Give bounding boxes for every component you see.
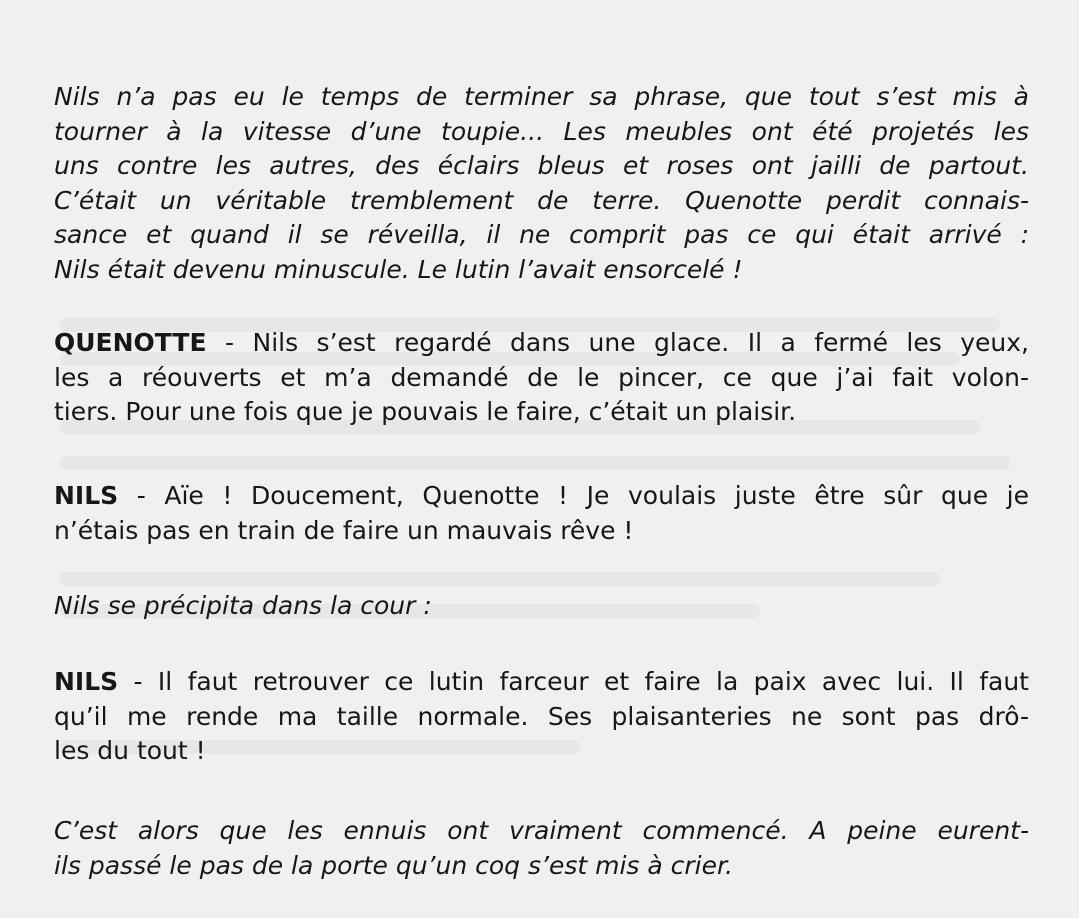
text-line: Nils n’a pas eu le temps de terminer sa phrase, que tout s’est mis à — [54, 82, 1029, 111]
text-line: qu’il me rende ma taille normale. Ses plaisanteries ne sont pas drô- — [54, 701, 1029, 731]
text-line: sance et quand il se réveilla, il ne comprit pas ce qui était arrivé : — [54, 220, 1029, 249]
text-line: C’est alors que les ennuis ont vraiment commencé. A peine eurent- — [54, 816, 1029, 845]
speaker-name: QUENOTTE — [54, 328, 207, 357]
dialogue-paragraph — [54, 665, 1029, 769]
text-line: les du tout ! — [54, 736, 206, 765]
text-line — [54, 479, 1029, 514]
dialogue-text: - Il faut retrouver ce lutin farceur et faire la paix avec lui. Il faut — [118, 667, 1029, 696]
dialogue-text: - Aïe ! Doucement, Quenotte ! Je voulais juste être sûr que je — [118, 481, 1029, 510]
text-line: C’était un véritable tremblement de terre. Quenotte perdit connais- — [54, 185, 1029, 215]
dialogue-text: - Nils s’est regardé dans une glace. Il a fermé les yeux, — [206, 328, 1029, 357]
speaker-name: NILS — [54, 481, 119, 510]
dialogue-paragraph — [54, 479, 1029, 548]
dialogue-paragraph — [54, 326, 1029, 430]
text-line: Nils était devenu minuscule. Le lutin l’avait ensorcelé ! — [54, 254, 743, 284]
text-line: tiers. Pour une fois que je pouvais le faire, c’était un plaisir. — [54, 397, 797, 426]
speaker-name: NILS — [54, 667, 119, 696]
text-line: uns contre les autres, des éclairs bleus et roses ont jailli de partout. — [54, 151, 1029, 180]
text-line: Nils se précipita dans la cour : — [54, 591, 432, 620]
text-line: ils passé le pas de la porte qu’un coq s’est mis à crier. — [54, 850, 733, 880]
text-line — [54, 326, 1029, 361]
text-line: tourner à la vitesse d’une toupie... Les meubles ont été projetés les — [54, 116, 1029, 146]
narration-paragraph — [54, 589, 1029, 624]
text-line: n’étais pas en train de faire un mauvais rêve ! — [54, 515, 634, 545]
narration-paragraph — [54, 814, 1029, 883]
text-line — [54, 665, 1029, 700]
narration-paragraph — [54, 80, 1029, 287]
text-line: les a réouverts et m’a demandé de le pincer, ce que j’ai fait volon- — [54, 362, 1029, 392]
